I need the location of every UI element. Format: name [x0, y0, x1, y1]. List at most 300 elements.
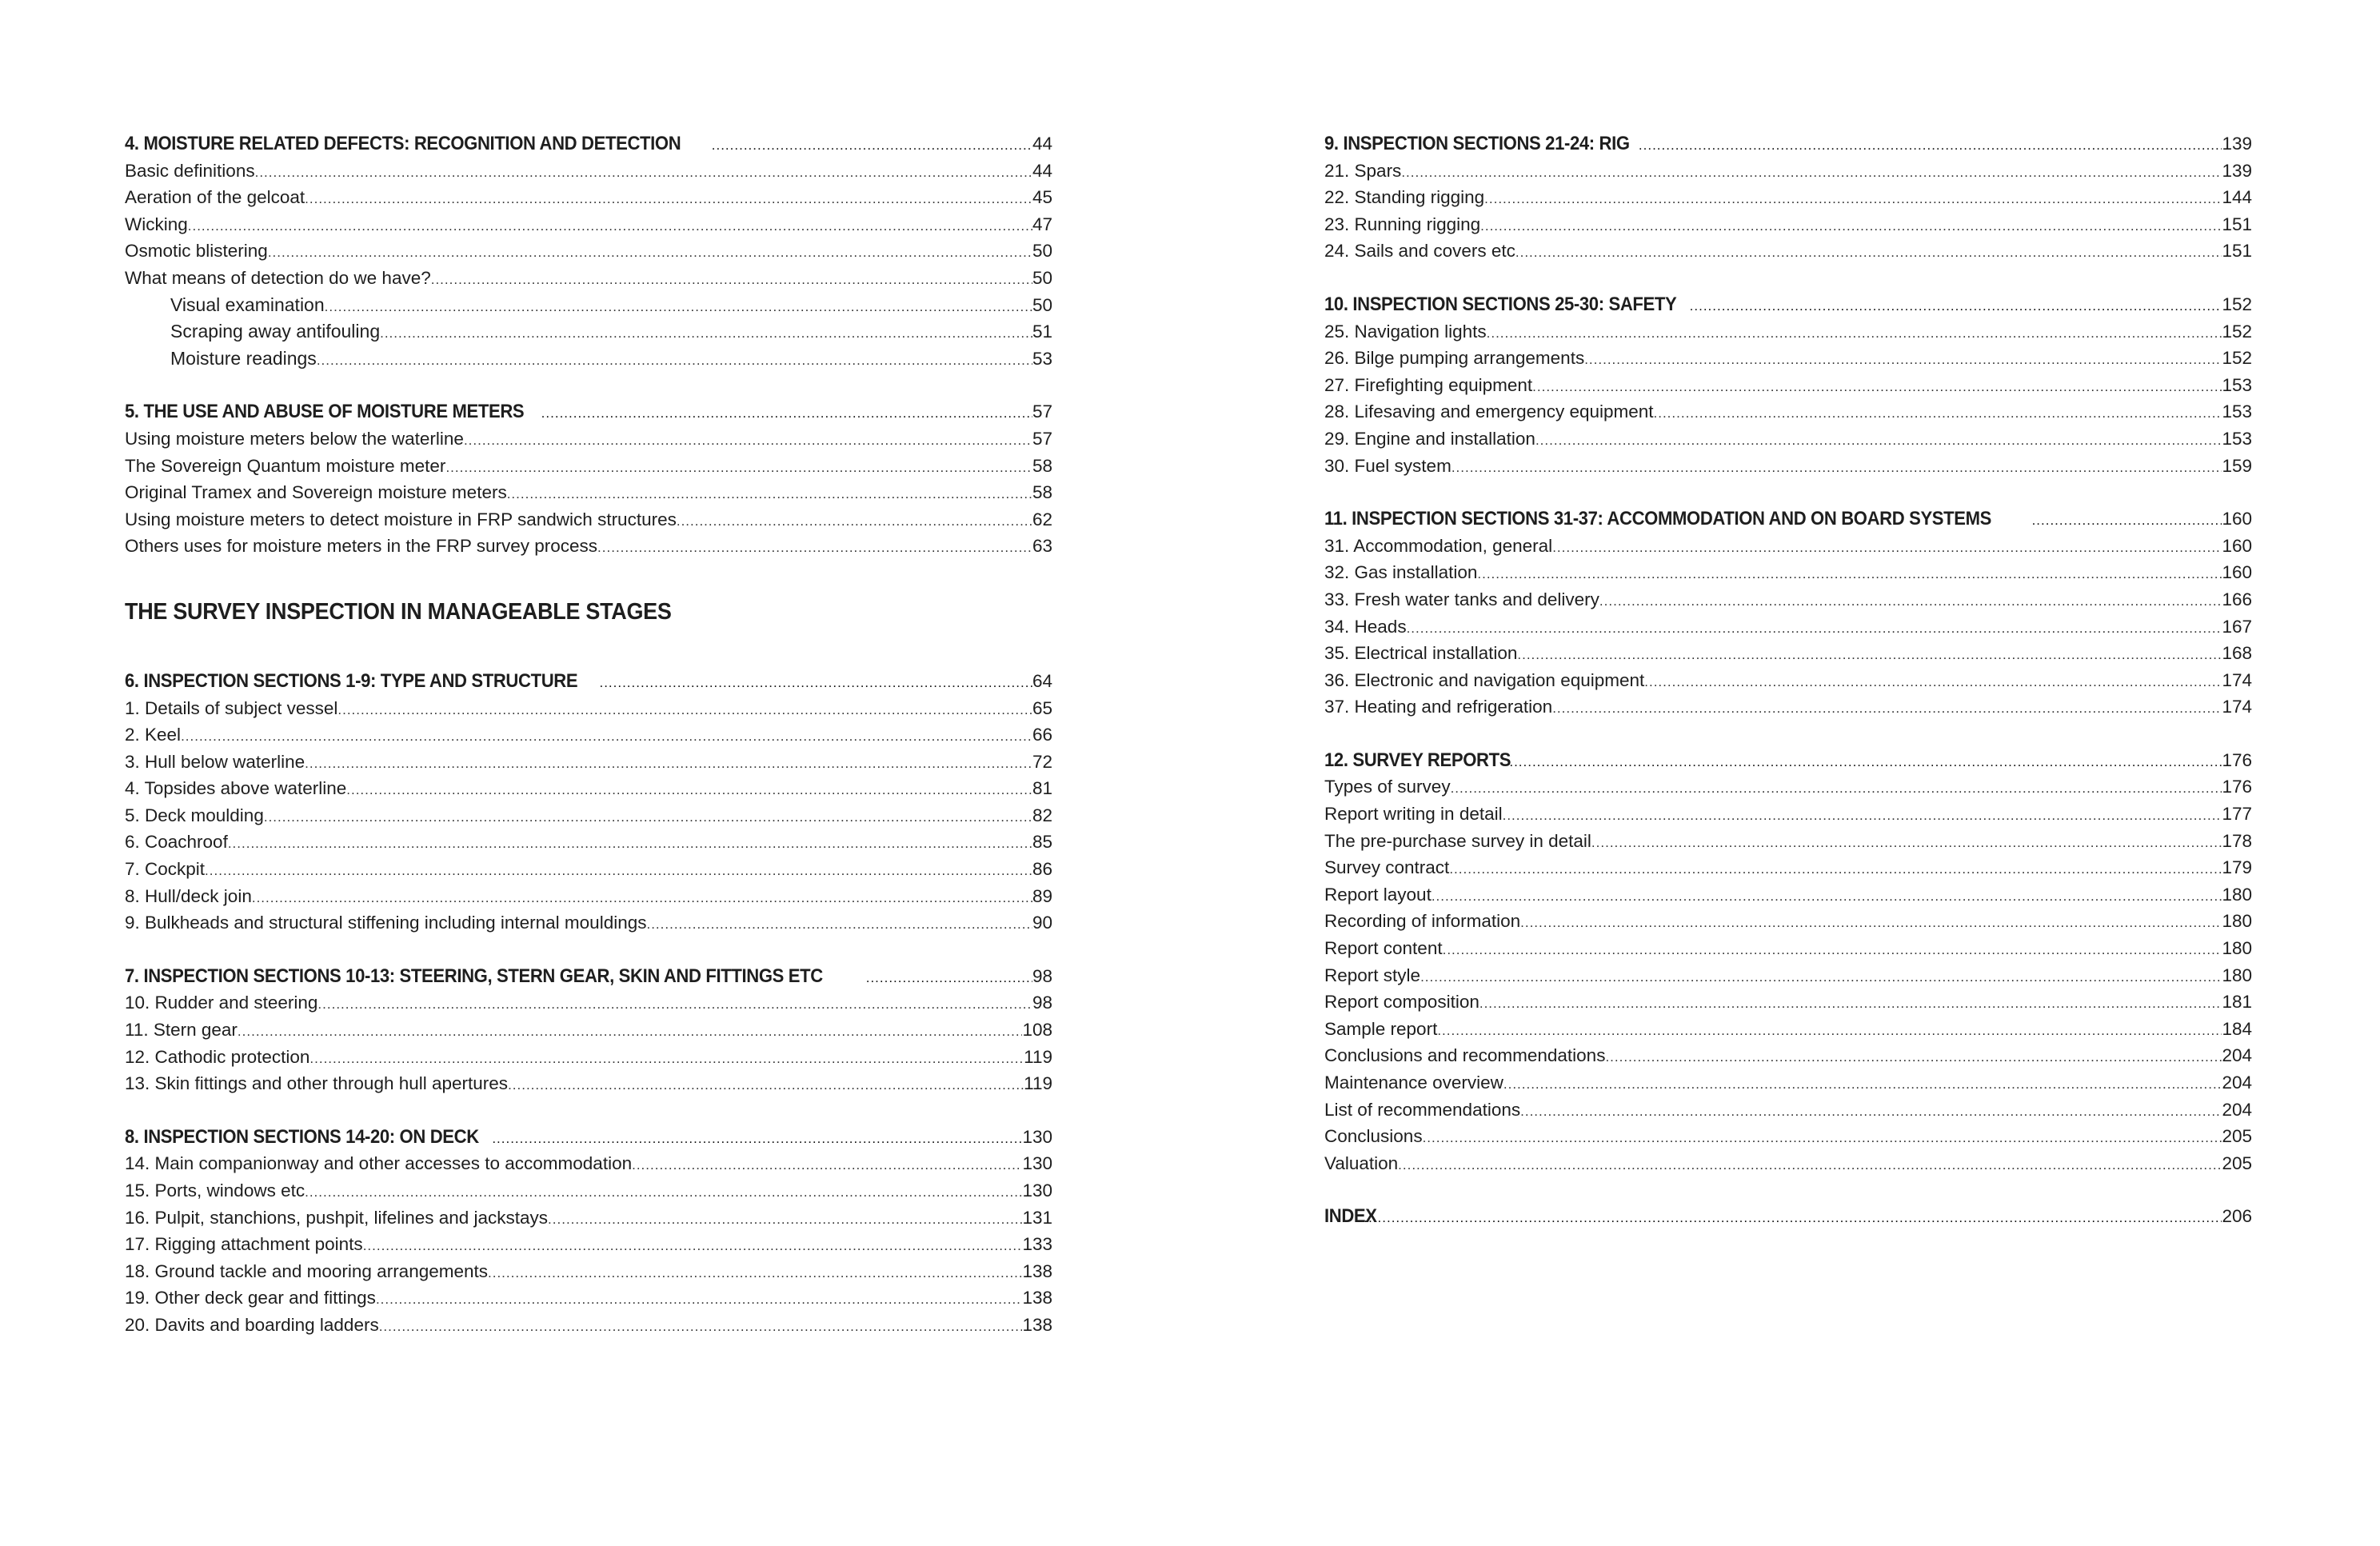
page-number: 44 [1032, 160, 1052, 181]
entry-title: Report style [1324, 965, 1421, 985]
page-number: 50 [1032, 294, 1052, 315]
page-number: 86 [1032, 859, 1052, 880]
toc-entry[interactable] [125, 1070, 1052, 1097]
dot-leader [541, 400, 1032, 427]
page-number: 130 [1022, 1153, 1052, 1174]
toc-entry[interactable] [125, 318, 1052, 346]
entry-title: List of recommendations [1324, 1099, 1521, 1120]
dot-leader [1477, 561, 2222, 588]
entry-title: Others uses for moisture meters in the FRP survey process [125, 536, 598, 557]
page-number: 130 [1022, 1180, 1052, 1200]
toc-chapter-entry[interactable] [125, 668, 1052, 695]
toc-entry[interactable] [125, 184, 1052, 211]
entry-title: 8. Hull/deck join [125, 885, 252, 906]
page-number: 130 [1022, 1126, 1052, 1147]
entry-title: 6. Coachroof [125, 832, 228, 853]
entry-title: 27. Firefighting equipment [1324, 374, 1533, 395]
entry-title: 17. Rigging attachment points [125, 1234, 363, 1255]
page-number: 177 [2222, 804, 2252, 825]
page-number: 184 [2222, 1018, 2252, 1039]
toc-left-page [125, 130, 1052, 1365]
dot-leader [508, 1072, 1024, 1099]
dot-leader [305, 750, 1032, 777]
entry-title: 31. Accommodation, general [1324, 535, 1553, 556]
toc-chapter-entry[interactable] [125, 130, 1052, 158]
dot-leader [1503, 802, 2222, 829]
dot-leader [677, 508, 1032, 535]
page-number: 144 [2222, 187, 2252, 208]
toc-entry[interactable] [1324, 1042, 2252, 1069]
page-number: 139 [2222, 160, 2252, 181]
toc-chapter-entry[interactable] [1324, 1203, 2252, 1230]
toc-entry[interactable] [125, 1312, 1052, 1339]
page-number: 151 [2222, 214, 2252, 234]
dot-leader [1509, 749, 2222, 776]
dot-leader [317, 347, 1032, 374]
dot-leader [317, 991, 1032, 1018]
entry-title: 26. Bilge pumping arrangements [1324, 348, 1585, 369]
page-number: 166 [2222, 589, 2252, 609]
chapter-title: 5. THE USE AND ABUSE OF MOISTURE METERS [125, 401, 525, 423]
entry-title: 37. Heating and refrigeration [1324, 697, 1553, 717]
entry-title: 4. Topsides above waterline [125, 778, 347, 799]
page-number: 62 [1032, 509, 1052, 529]
entry-title: Report content [1324, 938, 1443, 959]
entry-title: 28. Lifesaving and emergency equipment [1324, 401, 1654, 422]
toc-entry[interactable] [1324, 935, 2252, 962]
toc-entry[interactable] [125, 1044, 1052, 1071]
page-number: 133 [1022, 1234, 1052, 1255]
toc-entry[interactable] [125, 695, 1052, 722]
dot-leader [1449, 856, 2222, 883]
page-number: 45 [1032, 187, 1052, 208]
toc-entry[interactable] [125, 883, 1052, 910]
toc-entry[interactable] [1324, 184, 2252, 211]
toc-chapter-group [1324, 747, 2252, 1177]
dot-leader [2032, 507, 2222, 534]
dot-leader [1401, 159, 2222, 186]
toc-entry[interactable] [125, 238, 1052, 265]
toc-entry[interactable] [125, 856, 1052, 883]
dot-leader [305, 1179, 1022, 1206]
toc-entry[interactable] [125, 1258, 1052, 1285]
page-number: 72 [1032, 751, 1052, 772]
dot-leader [1484, 186, 2222, 213]
entry-title: Report layout [1324, 884, 1432, 905]
dot-leader [363, 1232, 1023, 1260]
dot-leader [599, 669, 1032, 697]
entry-title: Moisture readings [170, 347, 317, 369]
dot-leader [507, 481, 1032, 508]
dot-leader [1654, 400, 2222, 427]
entry-title: Original Tramex and Sovereign moisture meters [125, 482, 507, 503]
page-number: 153 [2222, 401, 2252, 422]
toc-entry[interactable] [125, 1284, 1052, 1312]
page-number: 53 [1032, 348, 1052, 369]
entry-title: 33. Fresh water tanks and delivery [1324, 589, 1599, 609]
toc-entry[interactable] [125, 749, 1052, 776]
entry-title: 35. Electrical installation [1324, 643, 1518, 664]
dot-leader [646, 911, 1032, 938]
dot-leader [1364, 1204, 2222, 1232]
entry-title: 14. Main companionway and other accesses to accommodation [125, 1153, 633, 1174]
entry-title: 13. Skin fittings and other through hull apertures [125, 1073, 509, 1094]
entry-title: 9. Bulkheads and structural stiffening including internal mouldings [125, 913, 647, 933]
toc-entry[interactable] [125, 1177, 1052, 1204]
toc-entry[interactable] [125, 1017, 1052, 1044]
dot-leader [309, 1045, 1024, 1073]
dot-leader [1639, 132, 2222, 159]
dot-leader [1437, 1017, 2222, 1045]
entry-title: 22. Standing rigging [1324, 187, 1485, 208]
page-number: 206 [2222, 1206, 2252, 1227]
entry-title: Conclusions and recommendations [1324, 1045, 1606, 1066]
entry-title: 32. Gas installation [1324, 562, 1478, 583]
entry-title: 7. Cockpit [125, 859, 206, 880]
toc-entry[interactable] [125, 802, 1052, 829]
page-number: 50 [1032, 267, 1052, 288]
entry-title: Using moisture meters below the waterline [125, 428, 464, 449]
toc-left-groups-before [125, 130, 1052, 560]
dot-leader [255, 159, 1032, 186]
dot-leader [632, 1152, 1022, 1179]
page-number: 176 [2222, 777, 2252, 797]
toc-entry[interactable] [1324, 881, 2252, 909]
dot-leader [252, 885, 1032, 912]
dot-leader [376, 1286, 1023, 1313]
page-number: 174 [2222, 669, 2252, 690]
entry-title: 1. Details of subject vessel [125, 697, 338, 718]
page-number: 66 [1032, 725, 1052, 745]
dot-leader [1487, 320, 2222, 347]
toc-entry[interactable] [125, 989, 1052, 1017]
chapter-title: 9. INSPECTION SECTIONS 21-24: RIG [1324, 133, 1630, 154]
entry-title: 25. Navigation lights [1324, 321, 1487, 342]
entry-title: 2. Keel [125, 725, 182, 745]
toc-entry[interactable] [1324, 559, 2252, 586]
toc-entry[interactable] [1324, 398, 2252, 425]
toc-entry[interactable] [125, 533, 1052, 560]
dot-leader [492, 1125, 1022, 1153]
toc-entry[interactable] [125, 506, 1052, 533]
chapter-title: 11. INSPECTION SECTIONS 31-37: ACCOMMODATION AND ON BOARD SYSTEMS [1324, 508, 1992, 530]
dot-leader [1420, 964, 2222, 991]
entry-title: Maintenance overview [1324, 1073, 1503, 1093]
dot-leader [1503, 1071, 2222, 1098]
page-number: 90 [1032, 913, 1052, 933]
page-number: 98 [1032, 993, 1052, 1013]
page-number: 176 [2222, 749, 2252, 770]
page-number: 50 [1032, 241, 1052, 262]
page-number: 160 [2222, 535, 2252, 556]
toc-chapter-group [125, 963, 1052, 1097]
entry-title: 3. Hull below waterline [125, 751, 305, 772]
page-number: 159 [2222, 455, 2252, 476]
page-number: 168 [2222, 643, 2252, 664]
page-number: 180 [2222, 884, 2252, 905]
dot-leader [346, 777, 1032, 804]
toc-right-page [1324, 130, 2252, 1256]
entry-title: The Sovereign Quantum moisture meter [125, 455, 446, 476]
entry-title: Types of survey [1324, 777, 1451, 797]
toc-entry[interactable] [1324, 158, 2252, 185]
toc-entry[interactable] [1324, 828, 2252, 855]
toc-chapter-group [1324, 130, 2252, 265]
page-number: 178 [2222, 830, 2252, 851]
dot-leader [1584, 346, 2222, 374]
entry-title: Conclusions [1324, 1126, 1423, 1147]
page-number: 131 [1022, 1207, 1052, 1228]
dot-leader [1599, 588, 2222, 615]
entry-title: 18. Ground tackle and mooring arrangements [125, 1260, 489, 1281]
dot-leader [1605, 1044, 2222, 1071]
page-number: 82 [1032, 805, 1052, 825]
entry-title: 30. Fuel system [1324, 455, 1452, 476]
entry-title: 12. Cathodic protection [125, 1046, 310, 1067]
toc-entry[interactable] [125, 909, 1052, 937]
dot-leader [1443, 937, 2222, 964]
page-number: 205 [2222, 1126, 2252, 1147]
dot-leader [1520, 1098, 2222, 1125]
dot-leader [597, 534, 1032, 561]
dot-leader [228, 830, 1032, 857]
toc-entry[interactable] [1324, 533, 2252, 560]
toc-entry[interactable] [1324, 318, 2252, 346]
dot-leader [1407, 615, 2222, 642]
toc-entry[interactable] [1324, 854, 2252, 881]
dot-leader [205, 857, 1032, 885]
chapter-title: 8. INSPECTION SECTIONS 14-20: ON DECK [125, 1125, 479, 1148]
toc-entry[interactable] [125, 292, 1052, 319]
dot-leader [1535, 427, 2222, 454]
entry-title: 29. Engine and installation [1324, 428, 1535, 449]
page-number: 179 [2222, 857, 2252, 878]
page-number: 64 [1032, 670, 1052, 691]
entry-title: What means of detection do we have? [125, 267, 431, 288]
toc-chapter-group [125, 668, 1052, 937]
entry-title: 10. Rudder and steering [125, 993, 318, 1013]
entry-title: Report composition [1324, 992, 1480, 1013]
toc-chapter-entry[interactable] [1324, 130, 2252, 158]
chapter-title: 12. SURVEY REPORTS [1324, 749, 1511, 771]
toc-entry[interactable] [125, 1231, 1052, 1258]
dot-leader [488, 1260, 1022, 1287]
entry-title: 19. Other deck gear and fittings [125, 1288, 376, 1308]
page-number: 174 [2222, 697, 2252, 717]
dot-leader [1690, 293, 2222, 320]
toc-entry[interactable] [1324, 238, 2252, 265]
entry-title: Report writing in detail [1324, 804, 1503, 825]
dot-leader [181, 723, 1032, 750]
dot-leader [866, 965, 1032, 992]
page-number: 51 [1032, 322, 1052, 342]
page-number: 160 [2222, 509, 2252, 529]
toc-entry[interactable] [125, 453, 1052, 480]
entry-title: Sample report [1324, 1018, 1438, 1039]
toc-entry[interactable] [1324, 613, 2252, 641]
page-number: 139 [2222, 134, 2252, 154]
page-number: 58 [1032, 455, 1052, 476]
entry-title: 20. Davits and boarding ladders [125, 1314, 379, 1335]
dot-leader [264, 804, 1032, 831]
dot-leader [325, 294, 1032, 321]
toc-entry[interactable] [125, 425, 1052, 453]
dot-leader [464, 427, 1032, 454]
toc-entry[interactable] [125, 829, 1052, 856]
page-number: 204 [2222, 1045, 2252, 1066]
entry-title: The pre-purchase survey in detail [1324, 830, 1591, 851]
entry-title: 36. Electronic and navigation equipment [1324, 669, 1645, 690]
page-number: 47 [1032, 214, 1052, 234]
page-number: 138 [1022, 1288, 1052, 1308]
toc-entry[interactable] [1324, 1069, 2252, 1097]
toc-chapter-entry[interactable] [125, 398, 1052, 425]
page-number: 44 [1032, 134, 1052, 154]
page-number: 108 [1022, 1020, 1052, 1041]
entry-title: 34. Heads [1324, 616, 1407, 637]
dot-leader [1517, 641, 2222, 669]
toc-entry[interactable] [1324, 989, 2252, 1016]
dot-leader [1432, 883, 2222, 910]
entry-title: Survey contract [1324, 857, 1450, 878]
toc-entry[interactable] [1324, 1016, 2252, 1043]
toc-entry[interactable] [1324, 801, 2252, 828]
page-number: 138 [1022, 1260, 1052, 1281]
toc-chapter-group [1324, 291, 2252, 479]
toc-entry[interactable] [1324, 586, 2252, 613]
chapter-title: 6. INSPECTION SECTIONS 1-9: TYPE AND STRUCTURE [125, 669, 578, 692]
toc-chapter-group [1324, 1203, 2252, 1230]
toc-entry[interactable] [1324, 453, 2252, 480]
page-number: 119 [1024, 1073, 1052, 1094]
toc-entry[interactable] [125, 211, 1052, 238]
toc-chapter-entry[interactable] [1324, 291, 2252, 318]
toc-chapter-entry[interactable] [125, 963, 1052, 990]
toc-entry[interactable] [1324, 372, 2252, 399]
page-number: 81 [1032, 778, 1052, 799]
dot-leader [431, 266, 1032, 294]
toc-entry[interactable] [125, 721, 1052, 749]
page-number: 204 [2222, 1073, 2252, 1093]
page-number: 151 [2222, 241, 2252, 262]
entry-title: Visual examination [170, 294, 325, 315]
dot-leader [1532, 374, 2222, 401]
page-number: 57 [1032, 428, 1052, 449]
toc-entry[interactable] [125, 346, 1052, 373]
entry-title: 11. Stern gear [125, 1020, 238, 1041]
entry-title: Using moisture meters to detect moisture in FRP sandwich structures [125, 509, 677, 529]
dot-leader [188, 213, 1032, 240]
toc-entry[interactable] [1324, 211, 2252, 238]
toc-entry[interactable] [1324, 425, 2252, 453]
toc-chapter-entry[interactable] [125, 1124, 1052, 1151]
page-number: 180 [2222, 911, 2252, 932]
dot-leader [1480, 213, 2222, 240]
page-number: 138 [1022, 1314, 1052, 1335]
dot-leader [712, 132, 1032, 159]
entry-title: 24. Sails and covers etc [1324, 241, 1515, 262]
toc-entry[interactable] [125, 158, 1052, 185]
entry-title: 21. Spars [1324, 160, 1402, 181]
dot-leader [1552, 534, 2222, 561]
entry-title: Osmotic blistering [125, 241, 268, 262]
page-number: 58 [1032, 482, 1052, 503]
toc-left-groups-after [125, 668, 1052, 1339]
toc-entry[interactable] [1324, 693, 2252, 721]
toc-entry[interactable] [1324, 667, 2252, 694]
dot-leader [1515, 239, 2222, 266]
page-number: 153 [2222, 374, 2252, 395]
chapter-title: INDEX [1324, 1205, 1377, 1228]
dot-leader [1451, 775, 2222, 802]
entry-title: 15. Ports, windows etc [125, 1180, 305, 1200]
toc-entry[interactable] [125, 479, 1052, 506]
entry-title: Valuation [1324, 1153, 1399, 1173]
page-number: 205 [2222, 1153, 2252, 1173]
toc-chapter-entry[interactable] [1324, 747, 2252, 774]
page-number: 167 [2222, 616, 2252, 637]
toc-entry[interactable] [1324, 773, 2252, 801]
toc-chapter-group [1324, 505, 2252, 721]
toc-right-groups [1324, 130, 2252, 1230]
page-number: 204 [2222, 1099, 2252, 1120]
dot-leader [1452, 454, 2222, 481]
dot-leader [445, 454, 1032, 481]
toc-entry[interactable] [125, 265, 1052, 292]
page-number: 152 [2222, 321, 2252, 342]
entry-title: Scraping away antifouling [170, 321, 381, 342]
page-number: 85 [1032, 832, 1052, 853]
toc-entry[interactable] [1324, 962, 2252, 989]
dot-leader [1520, 909, 2222, 937]
chapter-title: 7. INSPECTION SECTIONS 10-13: STEERING, STERN GEAR, SKIN AND FITTINGS ETC [125, 965, 823, 987]
toc-entry[interactable] [125, 775, 1052, 802]
dot-leader [548, 1206, 1022, 1233]
dot-leader [1423, 1125, 2222, 1152]
dot-leader [379, 1313, 1023, 1340]
chapter-title: 4. MOISTURE RELATED DEFECTS: RECOGNITION AND DETECTION [125, 133, 681, 154]
dot-leader [1552, 695, 2222, 722]
page-number: 98 [1032, 965, 1052, 986]
entry-title: 16. Pulpit, stanchions, pushpit, lifelines and jackstays [125, 1207, 549, 1228]
page-number: 180 [2222, 938, 2252, 959]
dot-leader [305, 186, 1032, 213]
part-heading: THE SURVEY INSPECTION IN MANAGEABLE STAGES [125, 598, 672, 625]
page-number: 181 [2222, 992, 2252, 1013]
toc-entry[interactable] [1324, 1097, 2252, 1124]
dot-leader [380, 320, 1032, 347]
page-number: 119 [1024, 1046, 1052, 1067]
entry-title: Aeration of the gelcoat [125, 187, 305, 208]
dot-leader [238, 1018, 1023, 1045]
chapter-title: 10. INSPECTION SECTIONS 25-30: SAFETY [1324, 293, 1677, 315]
page-number: 57 [1032, 401, 1052, 422]
toc-entry[interactable] [125, 1150, 1052, 1177]
entry-title: Basic definitions [125, 160, 255, 181]
dot-leader [1480, 990, 2222, 1017]
toc-entry[interactable] [125, 1204, 1052, 1232]
toc-chapter-group [125, 130, 1052, 372]
toc-entry[interactable] [1324, 1150, 2252, 1177]
toc-entry[interactable] [1324, 1123, 2252, 1150]
toc-chapter-entry[interactable] [1324, 505, 2252, 533]
toc-entry[interactable] [1324, 640, 2252, 667]
entry-title: Recording of information [1324, 911, 1521, 932]
page-number: 63 [1032, 536, 1052, 557]
toc-entry[interactable] [1324, 345, 2252, 372]
toc-entry[interactable] [1324, 908, 2252, 935]
entry-title: Wicking [125, 214, 188, 234]
